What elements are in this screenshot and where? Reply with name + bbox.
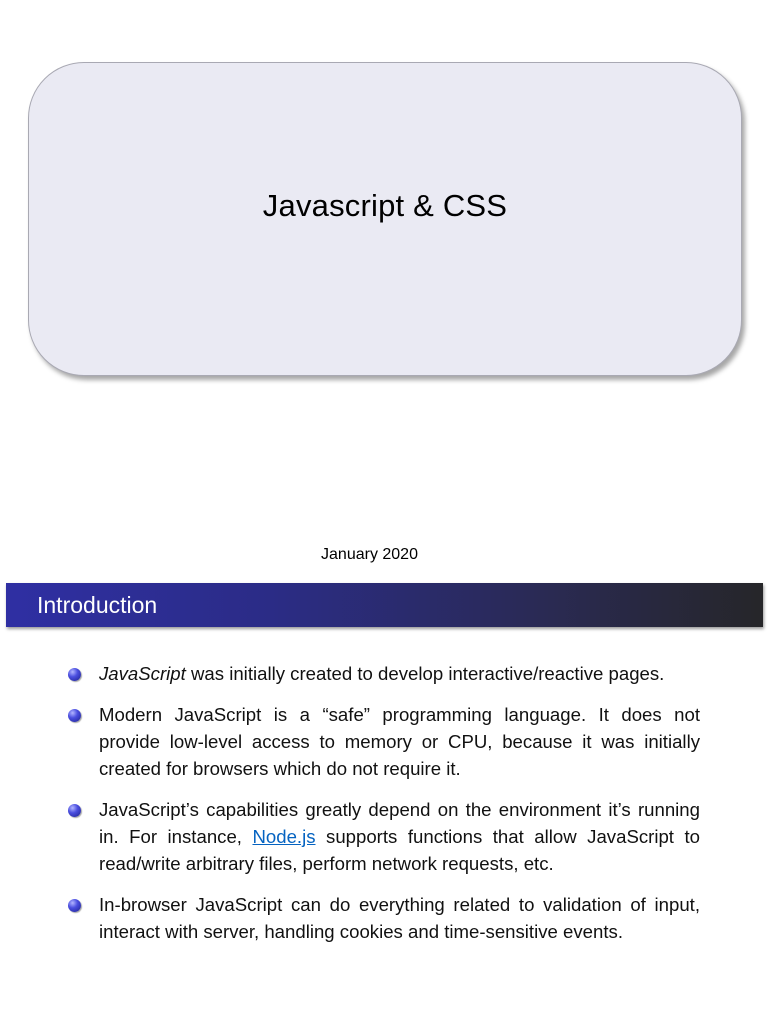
bullet-item: [66, 660, 700, 687]
nodejs-link[interactable]: Node.js: [252, 826, 316, 847]
bullet-text-rest: was initially created to develop interactive/reactive pages.: [185, 663, 665, 684]
slide-date: January 2020: [321, 546, 418, 563]
bullet-list: [66, 660, 700, 959]
bullet-item: [66, 891, 700, 945]
bullet-icon: [68, 804, 81, 817]
emphasized-term: JavaScript: [99, 663, 186, 684]
section-header: [6, 583, 763, 627]
bullet-text: In-browser JavaScript can do everything related to validation of input, interact with server, handling cookies and time-sensitive events.: [99, 894, 700, 942]
bullet-icon: [68, 709, 81, 722]
bullet-item: [66, 701, 700, 782]
slide-title: Javascript & CSS: [262, 188, 508, 223]
bullet-text: Modern JavaScript is a “safe” programming language. It does not provide low-level access to memory or CPU, because it was initially created for browsers which do not require it.: [99, 704, 700, 779]
bullet-item: [66, 796, 700, 877]
title-box: [28, 62, 742, 376]
bullet-text: [99, 663, 664, 684]
bullet-icon: [68, 899, 81, 912]
bullet-text: [99, 799, 700, 874]
section-title: Introduction: [37, 591, 158, 618]
bullet-text-before-link: JavaScript’s capabilities greatly depend on the environment it’s running in. For instance,: [99, 799, 700, 847]
bullet-icon: [68, 668, 81, 681]
bullet-text-after-link: supports functions that allow JavaScript to read/write arbitrary files, perform network requests, etc.: [99, 826, 700, 874]
